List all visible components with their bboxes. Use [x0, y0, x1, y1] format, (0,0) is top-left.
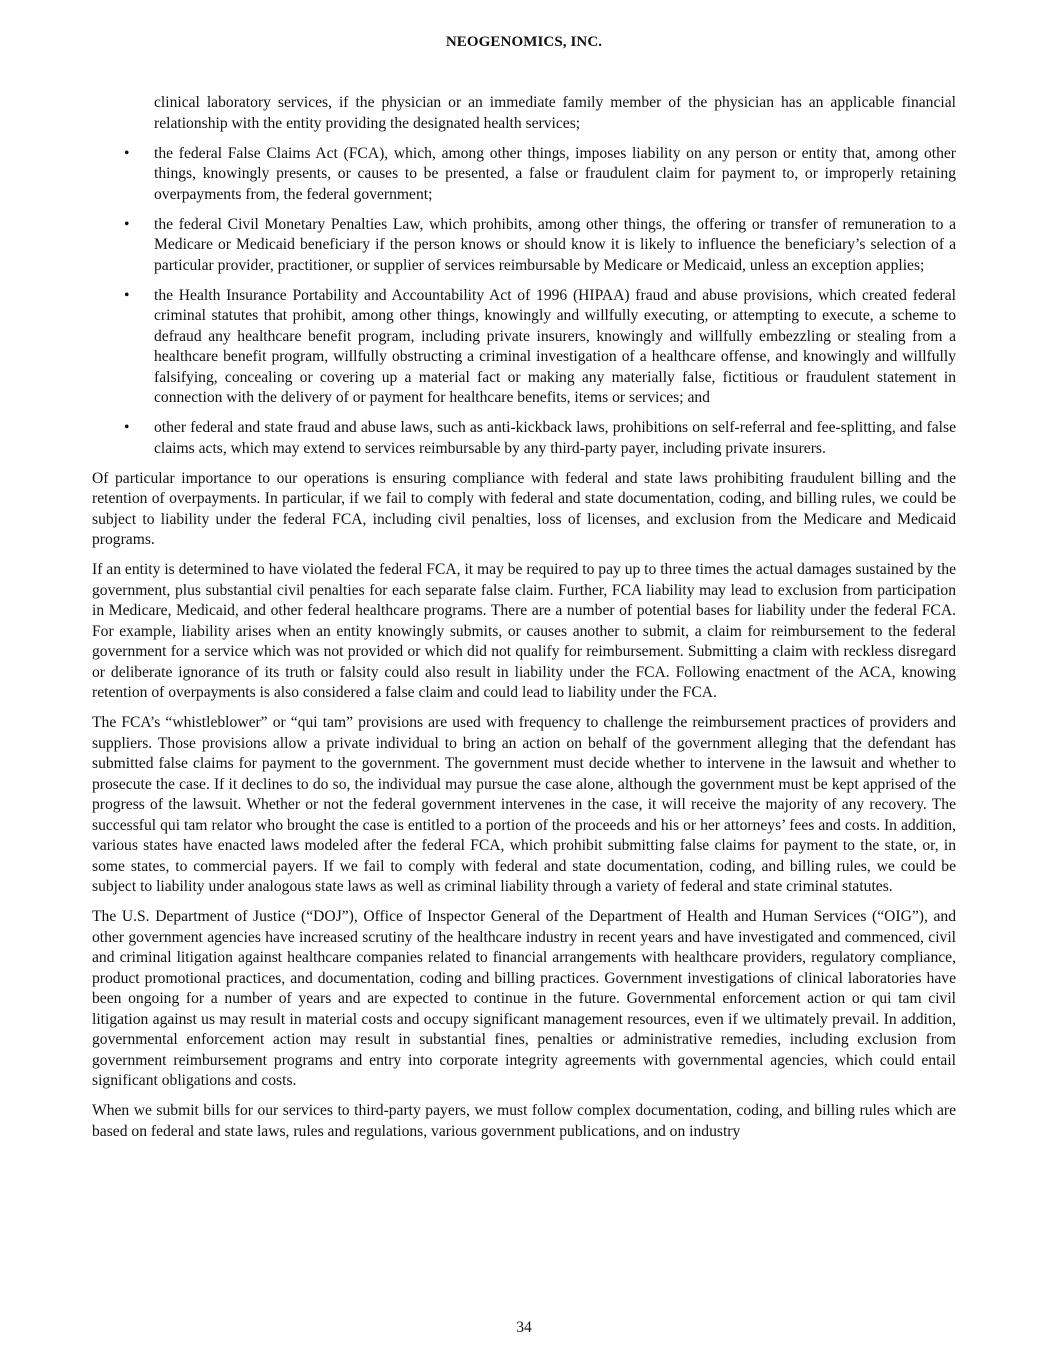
bullet-item [124, 418, 956, 459]
running-header: NEOGENOMICS, INC. [445, 34, 603, 50]
body-paragraph: Of particular importance to our operations is ensuring compliance with federal and state laws prohibiting fraudulent billing and the retention of overpayments. In particular, if we fail to comply with federal and state documentation, coding, and billing rules, we could be subject to liability under the federal FCA, including civil penalties, loss of licenses, and exclusion from the Medicare and Medicaid programs. [92, 469, 956, 548]
bullet-item [124, 286, 956, 409]
bullet-text: the federal False Claims Act (FCA), which, among other things, imposes liability on any person or entity that, among other things, knowingly presents, or causes to be presented, a false or fraudulent claim for payment to, or improperly retaining overpayments from, the federal government; [154, 144, 956, 203]
continued-list-text: clinical laboratory services, if the physician or an immediate family member of the physician has an applicable financial relationship with the entity providing the designated health services; [154, 94, 956, 132]
body-paragraph: The FCA’s “whistleblower” or “qui tam” provisions are used with frequency to challenge the reimbursement practices of providers and suppliers. Those provisions allow a private individual to bring an action on behalf of the government alleging that the defendant has submitted false claims for payment to the government. The government must decide whether to intervene in the lawsuit and whether to prosecute the case. If it declines to do so, the individual may pursue the case alone, although the government must be kept apprised of the progress of the lawsuit. Whether or not the federal government intervenes in the case, it will receive the majority of any recovery. The successful qui tam relator who brought the case is entitled to a portion of the proceeds and his or her attorneys’ fees and costs. In addition, various states have enacted laws modeled after the federal FCA, which prohibit submitting false claims for payment to the state, or, in some states, to commercial payers. If we fail to comply with federal and state documentation, coding, and billing rules, we could be subject to liability under analogous state laws as well as criminal liability through a variety of federal and state criminal statutes. [92, 714, 956, 895]
page-body [92, 93, 956, 1142]
bullet-icon: • [124, 144, 130, 162]
bullet-item [124, 144, 956, 206]
bullet-text: the federal Civil Monetary Penalties Law, which prohibits, among other things, the offering or transfer of remuneration to a Medicare or Medicaid beneficiary if the person knows or should know it is likely to influence the beneficiary’s selection of a particular provider, practitioner, or supplier of services reimbursable by Medicare or Medicaid, unless an exception applies; [154, 215, 956, 274]
page-number: 34 [516, 1319, 532, 1336]
bullet-icon: • [124, 215, 130, 233]
bullet-item [124, 215, 956, 277]
bullet-text: other federal and state fraud and abuse laws, such as anti-kickback laws, prohibitions on self-referral and fee-splitting, and false claims acts, which may extend to services reimbursable by any third-party payer, including private insurers. [154, 419, 956, 457]
body-paragraph: When we submit bills for our services to third-party payers, we must follow complex documentation, coding, and billing rules which are based on federal and state laws, rules and regulations, various government publications, and on industry [92, 1102, 956, 1140]
body-paragraph: If an entity is determined to have violated the federal FCA, it may be required to pay up to three times the actual damages sustained by the government, plus substantial civil penalties for each separate false claim. Further, FCA liability may lead to exclusion from participation in Medicare, Medicaid, and other federal healthcare programs. There are a number of potential bases for liability under the federal FCA. For example, liability arises when an entity knowingly submits, or causes another to submit, a claim for reimbursement to the federal government for a service which was not provided or which did not qualify for reimbursement. Submitting a claim with reckless disregard or deliberate ignorance of its truth or falsity could also result in liability under the FCA. Following enactment of the ACA, knowing retention of overpayments is also considered a false claim and could lead to liability under the FCA. [92, 561, 956, 701]
body-paragraph: The U.S. Department of Justice (“DOJ”), Office of Inspector General of the Department of Health and Human Services (“OIG”), and other government agencies have increased scrutiny of the healthcare industry in recent years and have investigated and commenced, civil and criminal litigation against healthcare companies related to financial arrangements with healthcare providers, regulatory compliance, product promotional practices, and documentation, coding and billing practices. Government investigations of clinical laboratories have been ongoing for a number of years and are expected to continue in the future. Governmental enforcement action or qui tam civil litigation against us may result in material costs and occupy significant management resources, even if we ultimately prevail. In addition, governmental enforcement action may result in substantial fines, penalties or administrative remedies, including exclusion from government reimbursement programs and entry into corporate integrity agreements with governmental agencies, which could entail significant obligations and costs. [92, 908, 956, 1089]
bullet-icon: • [124, 419, 130, 436]
bullet-icon: • [124, 286, 130, 304]
bullet-text: the Health Insurance Portability and Accountability Act of 1996 (HIPAA) fraud and abuse provisions, which created federal criminal statutes that prohibit, among other things, knowingly and willfully executing, or attempting to execute, a scheme to defraud any healthcare benefit program, including private insurers, knowingly and willfully embezzling or stealing from a healthcare benefit program, willfully obstructing a criminal investigation of a healthcare offense, and knowingly and willfully falsifying, concealing or covering up a material fact or making any materially false, fictitious or fraudulent statement in connection with the delivery of or payment for healthcare benefits, items or services; and [154, 286, 956, 406]
